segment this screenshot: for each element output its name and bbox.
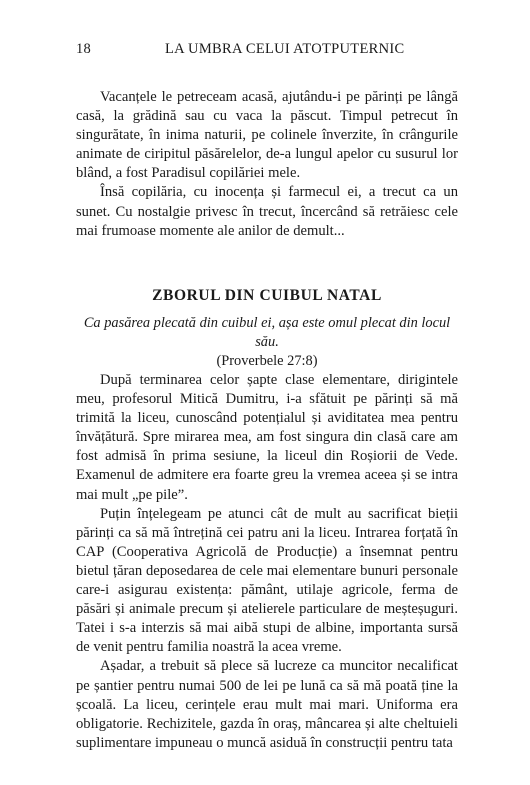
paragraph: Așadar, a trebuit să plece să lucreze ca muncitor necalificat pe șantier pentru numai 500 de lei pe lună ca să mă poată ține la școală. La liceu, cerințele erau mult mai mari. Uniforma era obligatorie. Rechizitele, gazda în oraș, mâncarea și alte cheltuieli suplimentare impuneau o muncă asiduă în construcții pentru tata (76, 658, 458, 751)
epigraph (76, 314, 458, 371)
paragraph: Vacanțele le petreceam acasă, ajutându-i pe părinți pe lângă casă, la grădină sau cu vaca la păscut. Timpul petrecut în singurătate, în inima naturii, pe colinele înverzite, în crângurile animate de ciripitul păsărelelor, de-a lungul apelor cu susurul lor blând, a fost Paradisul copilăriei mele. (76, 89, 458, 182)
paragraph: Însă copilăria, cu inocența și farmecul ei, a trecut ca un sunet. Cu nostalgie privesc în trecut, încercând să retrăiesc cele mai frumoase momente ale anilor de demult... (76, 184, 458, 239)
epigraph-source: (Proverbele 27:8) (216, 353, 318, 369)
paragraph: Puțin înțelegeam pe atunci cât de mult au sacrificat bieții părinți ca să mă întrețină cei patru ani la liceu. Intrarea forțată în CAP (Cooperativa Agricolă de Producție) a însemnat pentru bietul țăran deposedarea de cele mai elementare bunuri personale care-i asigurau existența: pământ, utilaje agricole, ferma de păsări și animale precum și atelierele particulare de meșteșuguri. Tatei i s-a interzis să mai aibă stupi de albine, importanta sursă de venit pentru familia noastră la acea vreme. (76, 505, 458, 656)
intro-text (76, 88, 458, 241)
page-number: 18 (76, 41, 91, 57)
epigraph-quote: Ca pasărea plecată din cuibul ei, așa este omul plecat din locul său. (83, 315, 451, 350)
running-title: LA UMBRA CELUI ATOTPUTERNIC (165, 41, 405, 57)
chapter-text (76, 371, 458, 753)
chapter-title: ZBORUL DIN CUIBUL NATAL (152, 287, 382, 304)
paragraph: După terminarea celor șapte clase elementare, dirigintele meu, profesorul Mitică Dumitru, i-a sfătuit pe părinți să mă trimită la liceu, cunoscând potențialul și aviditatea mea pentru învățătură. Spre mirarea mea, am fost singura din clasă care am fost admisă în prima sesiune, la liceul din Roșiorii de Vede. Examenul de admitere era foarte greu la vremea aceea și se intra mai mult „pe pile”. (76, 372, 458, 503)
